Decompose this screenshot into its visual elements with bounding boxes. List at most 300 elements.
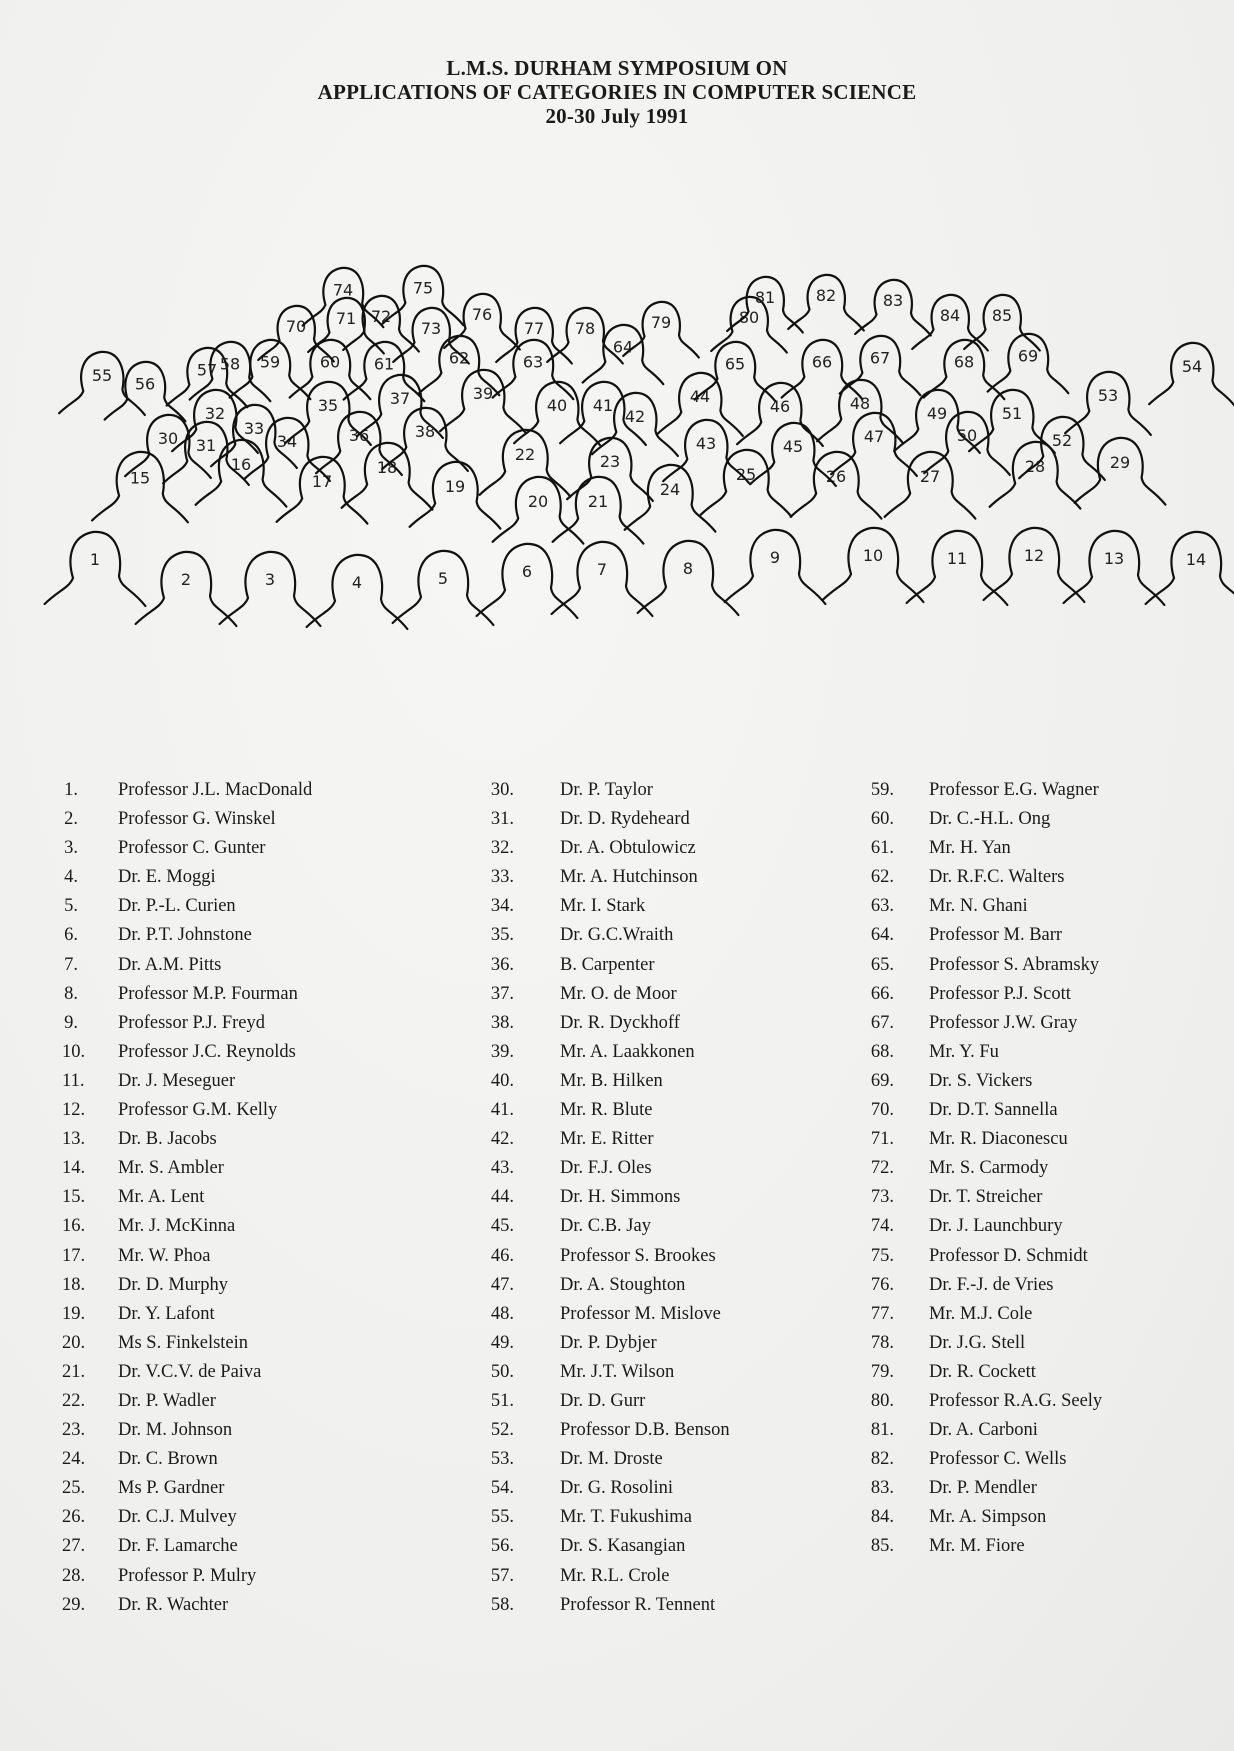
head-number-label: 8	[682, 559, 694, 579]
head-number-label: 16	[230, 455, 252, 475]
participant-number: 10.	[62, 1041, 86, 1062]
participant-name: Dr. P.-L. Curien	[118, 896, 236, 917]
participant-name: Dr. E. Moggi	[118, 867, 216, 888]
head-number-label: 55	[91, 365, 113, 385]
head-number-label: 50	[956, 425, 978, 445]
participant-entry	[484, 1503, 874, 1532]
participant-entry	[484, 1532, 874, 1561]
head-number-label: 70	[285, 316, 307, 336]
participant-name: Dr. S. Kasangian	[560, 1536, 686, 1557]
participant-number: 1.	[64, 780, 78, 800]
participant-entry	[484, 951, 874, 980]
participant-number: 21.	[62, 1361, 86, 1382]
participant-name: Professor G. Winskel	[118, 809, 276, 830]
head-number-label: 34	[276, 431, 298, 451]
head-number-label: 80	[738, 307, 760, 327]
participant-name: Dr. A.M. Pitts	[118, 954, 222, 975]
participant-number: 20.	[62, 1332, 86, 1353]
participant-number: 46.	[490, 1245, 514, 1266]
participant-name: Professor R.A.G. Seely	[929, 1390, 1103, 1411]
title-line-1: L.M.S. DURHAM SYMPOSIUM ON	[446, 56, 788, 80]
participant-entry	[864, 1212, 1234, 1241]
head-number-label: 74	[332, 280, 354, 300]
head-number-label: 5	[437, 569, 449, 589]
participant-entry	[864, 1445, 1234, 1474]
head-number-label: 82	[815, 285, 837, 305]
participant-list-column-2	[484, 776, 874, 1620]
participant-name: Mr. R.L. Crole	[560, 1565, 670, 1586]
participant-number: 5.	[64, 896, 78, 917]
participant-number: 2.	[64, 809, 78, 830]
head-number-label: 77	[523, 318, 545, 338]
participant-name: Dr. G. Rosolini	[560, 1478, 674, 1499]
participant-number: 79.	[870, 1361, 894, 1382]
participant-number: 81.	[870, 1420, 894, 1441]
participant-entry	[484, 1125, 874, 1154]
head-number-label: 21	[587, 492, 609, 512]
participant-name: Professor R. Tennent	[560, 1594, 716, 1615]
participant-name: B. Carpenter	[560, 954, 655, 975]
head-number-label: 7	[596, 560, 608, 580]
participant-entry	[62, 1503, 452, 1532]
participant-entry	[62, 1562, 452, 1591]
participant-name: Mr. O. de Moor	[560, 983, 677, 1004]
participant-name: Professor D. Schmidt	[929, 1245, 1088, 1266]
participant-entry	[62, 1416, 452, 1445]
head-number-label: 9	[769, 548, 781, 568]
participant-entry	[62, 892, 452, 921]
participant-number: 11.	[62, 1070, 85, 1091]
participant-number: 75.	[870, 1245, 894, 1266]
participant-name: Dr. J. Launchbury	[929, 1216, 1063, 1237]
participant-entry	[484, 1096, 874, 1125]
participant-number: 43.	[490, 1158, 514, 1179]
head-number-label: 38	[414, 421, 436, 441]
participant-name: Mr. E. Ritter	[560, 1129, 654, 1150]
participant-entry	[62, 1445, 452, 1474]
participant-number: 60.	[870, 809, 894, 830]
head-number-label: 83	[882, 290, 904, 310]
participant-name: Mr. S. Carmody	[929, 1158, 1049, 1179]
head-number-label: 37	[389, 388, 411, 408]
participant-entry	[62, 1271, 452, 1300]
participant-name: Mr. A. Laakkonen	[560, 1041, 695, 1062]
head-number-label: 31	[195, 435, 217, 455]
participant-number: 32.	[490, 838, 514, 859]
participant-name: Dr. C.-H.L. Ong	[929, 809, 1051, 830]
participant-entry	[62, 805, 452, 834]
participant-number: 72.	[870, 1158, 894, 1179]
participant-name: Dr. D. Gurr	[560, 1390, 646, 1411]
participant-number: 33.	[490, 867, 514, 888]
participant-number: 16.	[62, 1216, 86, 1237]
participant-entry	[62, 1532, 452, 1561]
participant-entry	[484, 1387, 874, 1416]
participant-number: 37.	[490, 983, 514, 1004]
head-number-label: 71	[335, 308, 357, 328]
participant-number: 83.	[870, 1478, 894, 1499]
participant-name: Dr. D. Murphy	[118, 1274, 228, 1295]
participant-number: 85.	[870, 1536, 894, 1557]
participant-entry	[864, 1474, 1234, 1503]
participant-name: Professor C. Gunter	[118, 838, 266, 859]
head-number-label: 57	[196, 360, 218, 380]
participant-entry	[62, 1096, 452, 1125]
participant-entry	[62, 1038, 452, 1067]
participant-name: Dr. J. Meseguer	[118, 1070, 236, 1091]
participant-entry	[484, 980, 874, 1009]
participant-number: 13.	[62, 1129, 86, 1150]
participant-number: 71.	[870, 1129, 894, 1150]
head-number-label: 13	[1103, 549, 1125, 569]
participant-number: 48.	[490, 1303, 514, 1324]
participant-entry	[864, 1329, 1234, 1358]
head-number-label: 43	[695, 433, 717, 453]
participant-number: 80.	[870, 1390, 894, 1411]
participant-name: Mr. T. Fukushima	[560, 1507, 692, 1528]
participant-entry	[864, 1503, 1234, 1532]
participant-name: Mr. N. Ghani	[929, 896, 1028, 917]
participant-number: 35.	[490, 925, 514, 946]
participant-number: 67.	[870, 1012, 894, 1033]
participant-entry	[62, 1474, 452, 1503]
participant-name: Professor M. Barr	[929, 925, 1063, 946]
participant-list-column-3	[864, 776, 1234, 1562]
head-number-label: 49	[926, 403, 948, 423]
participant-entry	[864, 921, 1234, 950]
head-number-label: 42	[624, 406, 646, 426]
participant-name: Mr. J.T. Wilson	[560, 1361, 675, 1382]
participant-number: 44.	[490, 1187, 514, 1208]
participant-name: Dr. G.C.Wraith	[560, 925, 674, 946]
participant-entry	[484, 1212, 874, 1241]
head-number-label: 85	[991, 305, 1013, 325]
head-number-label: 62	[448, 348, 470, 368]
participant-entry	[484, 1358, 874, 1387]
participant-name: Mr. A. Hutchinson	[560, 867, 698, 888]
head-number-label: 15	[129, 468, 151, 488]
participant-entry	[864, 1009, 1234, 1038]
participant-name: Professor J.C. Reynolds	[118, 1041, 296, 1062]
participant-number: 25.	[62, 1478, 86, 1499]
participant-number: 23.	[62, 1420, 86, 1441]
head-number-label: 33	[243, 418, 265, 438]
participant-list-column-1	[62, 776, 452, 1620]
participant-name: Professor J.L. MacDonald	[118, 780, 313, 800]
head-number-label: 79	[650, 312, 672, 332]
participant-number: 73.	[870, 1187, 894, 1208]
head-number-label: 25	[735, 465, 757, 485]
participant-entry	[62, 834, 452, 863]
participant-name: Dr. R.F.C. Walters	[929, 867, 1065, 888]
participant-entry	[62, 1154, 452, 1183]
participant-number: 50.	[490, 1361, 514, 1382]
participant-entry	[864, 892, 1234, 921]
participant-number: 65.	[870, 954, 894, 975]
head-number-label: 65	[724, 354, 746, 374]
participant-entry	[62, 776, 452, 805]
participant-entry	[484, 1067, 874, 1096]
participant-number: 38.	[490, 1012, 514, 1033]
participant-entry	[484, 1271, 874, 1300]
participant-name: Dr. P. Mendler	[929, 1478, 1037, 1499]
participant-name: Dr. A. Carboni	[929, 1420, 1038, 1441]
participant-entry	[864, 1387, 1234, 1416]
head-number-label: 48	[849, 393, 871, 413]
head-number-label: 4	[351, 573, 363, 593]
head-number-label: 52	[1051, 430, 1073, 450]
head-number-label: 84	[939, 305, 961, 325]
head-number-label: 18	[376, 458, 398, 478]
participant-name: Dr. F.J. Oles	[560, 1158, 652, 1179]
participant-name: Mr. B. Hilken	[560, 1070, 663, 1091]
participant-entry	[864, 951, 1234, 980]
participant-entry	[484, 1009, 874, 1038]
participant-entry	[484, 1242, 874, 1271]
participant-name: Mr. A. Lent	[118, 1187, 205, 1208]
participant-entry	[484, 1416, 874, 1445]
participant-entry	[484, 776, 874, 805]
participant-entry	[62, 1183, 452, 1212]
participant-number: 18.	[62, 1274, 86, 1295]
participant-name: Ms S. Finkelstein	[118, 1332, 249, 1353]
participant-entry	[62, 980, 452, 1009]
head-number-label: 45	[782, 436, 804, 456]
head-number-label: 61	[373, 354, 395, 374]
participant-name: Dr. F. Lamarche	[118, 1536, 238, 1557]
participant-number: 3.	[64, 838, 78, 859]
participant-number: 56.	[490, 1536, 514, 1557]
title-line-3: 20-30 July 1991	[545, 104, 689, 128]
participant-name: Mr. S. Ambler	[118, 1158, 224, 1179]
participant-entry	[864, 1271, 1234, 1300]
participant-name: Dr. Y. Lafont	[118, 1303, 215, 1324]
head-number-label: 23	[599, 451, 621, 471]
participant-number: 40.	[490, 1070, 514, 1091]
participant-number: 19.	[62, 1303, 86, 1324]
participant-number: 64.	[870, 925, 894, 946]
participant-entry	[864, 776, 1234, 805]
participant-name: Professor M. Mislove	[560, 1303, 721, 1324]
participant-number: 69.	[870, 1070, 894, 1091]
participant-name: Mr. W. Phoa	[118, 1245, 211, 1266]
head-number-label: 67	[869, 348, 891, 368]
participant-entry	[62, 1329, 452, 1358]
participant-number: 58.	[490, 1594, 514, 1615]
participant-name: Dr. P. Dybjer	[560, 1332, 657, 1353]
participant-name: Professor P.J. Freyd	[118, 1012, 265, 1033]
participant-number: 29.	[62, 1594, 86, 1615]
participant-name: Professor P.J. Scott	[929, 983, 1071, 1004]
participant-entry	[62, 863, 452, 892]
participant-entry	[62, 1125, 452, 1154]
participant-name: Dr. C. Brown	[118, 1449, 218, 1470]
head-number-label: 26	[825, 467, 847, 487]
participant-number: 51.	[490, 1390, 514, 1411]
participant-name: Professor P. Mulry	[118, 1565, 257, 1586]
participant-name: Professor C. Wells	[929, 1449, 1067, 1470]
participant-number: 17.	[62, 1245, 86, 1266]
participant-number: 28.	[62, 1565, 86, 1586]
participant-entry	[484, 1300, 874, 1329]
head-number-label: 59	[259, 352, 281, 372]
participant-entry	[864, 1242, 1234, 1271]
participant-name: Professor S. Brookes	[560, 1245, 716, 1266]
participant-number: 22.	[62, 1390, 86, 1411]
participant-entry	[484, 1562, 874, 1591]
participant-name: Dr. B. Jacobs	[118, 1129, 217, 1150]
participant-name: Professor M.P. Fourman	[118, 983, 298, 1004]
participant-number: 62.	[870, 867, 894, 888]
head-number-label: 19	[444, 477, 466, 497]
head-number-label: 44	[689, 386, 711, 406]
participant-number: 82.	[870, 1449, 894, 1470]
head-number-label: 11	[946, 549, 968, 569]
participant-name: Dr. V.C.V. de Paiva	[118, 1361, 262, 1382]
head-number-label: 51	[1001, 403, 1023, 423]
head-number-label: 10	[862, 546, 884, 566]
participant-number: 63.	[870, 896, 894, 917]
participant-number: 12.	[62, 1100, 86, 1121]
head-number-label: 47	[863, 426, 885, 446]
participant-entry	[864, 1532, 1234, 1561]
group-photo-key-sketch	[0, 240, 1234, 660]
participant-entry	[864, 980, 1234, 1009]
participant-number: 78.	[870, 1332, 894, 1353]
head-number-label: 39	[472, 383, 494, 403]
participant-name: Dr. D. Rydeheard	[560, 809, 690, 830]
participant-entry	[62, 1067, 452, 1096]
head-number-label: 76	[471, 304, 493, 324]
head-number-label: 14	[1185, 550, 1207, 570]
participant-number: 66.	[870, 983, 894, 1004]
participant-number: 24.	[62, 1449, 86, 1470]
participant-entry	[484, 1038, 874, 1067]
document-title	[0, 56, 1234, 128]
participant-name: Mr. A. Simpson	[929, 1507, 1047, 1528]
participant-number: 34.	[490, 896, 514, 917]
head-number-label: 1	[89, 550, 101, 570]
participant-name: Dr. A. Stoughton	[560, 1274, 686, 1295]
participant-name: Ms P. Gardner	[118, 1478, 225, 1499]
participant-number: 59.	[870, 780, 894, 800]
head-number-label: 6	[521, 562, 533, 582]
participant-number: 6.	[64, 925, 78, 946]
participant-entry	[62, 1212, 452, 1241]
participant-entry	[864, 863, 1234, 892]
participant-entry	[484, 1591, 874, 1620]
participant-number: 8.	[64, 983, 78, 1004]
participant-entry	[484, 1183, 874, 1212]
participant-entry	[484, 921, 874, 950]
participant-entry	[864, 1154, 1234, 1183]
participant-number: 31.	[490, 809, 514, 830]
participant-number: 52.	[490, 1420, 514, 1441]
participant-number: 39.	[490, 1041, 514, 1062]
participant-number: 84.	[870, 1507, 894, 1528]
head-number-label: 12	[1023, 546, 1045, 566]
participant-entry	[62, 1009, 452, 1038]
participant-number: 74.	[870, 1216, 894, 1237]
participant-number: 55.	[490, 1507, 514, 1528]
participant-entry	[62, 1242, 452, 1271]
head-number-label: 73	[420, 318, 442, 338]
head-number-label: 81	[754, 287, 776, 307]
participant-name: Mr. Y. Fu	[929, 1041, 999, 1062]
head-number-label: 53	[1097, 385, 1119, 405]
participant-entry	[864, 1416, 1234, 1445]
participant-number: 41.	[490, 1100, 514, 1121]
head-number-label: 3	[264, 570, 276, 590]
participant-entry	[484, 1329, 874, 1358]
participant-number: 47.	[490, 1274, 514, 1295]
participant-name: Dr. C.J. Mulvey	[118, 1507, 237, 1528]
participant-number: 45.	[490, 1216, 514, 1237]
participant-name: Dr. P. Wadler	[118, 1390, 216, 1411]
head-number-label: 78	[574, 318, 596, 338]
participant-entry	[484, 805, 874, 834]
head-number-label: 30	[157, 428, 179, 448]
participant-number: 30.	[490, 780, 514, 800]
participant-entry	[864, 1125, 1234, 1154]
head-number-label: 29	[1109, 453, 1131, 473]
participant-name: Professor D.B. Benson	[560, 1420, 730, 1441]
participant-name: Dr. R. Dyckhoff	[560, 1012, 680, 1033]
participant-name: Dr. A. Obtulowicz	[560, 838, 696, 859]
participant-name: Dr. D.T. Sannella	[929, 1100, 1058, 1121]
participant-name: Mr. M.J. Cole	[929, 1303, 1033, 1324]
participant-name: Mr. H. Yan	[929, 838, 1011, 859]
participant-number: 27.	[62, 1536, 86, 1557]
participant-name: Professor E.G. Wagner	[929, 780, 1099, 800]
participant-name: Dr. C.B. Jay	[560, 1216, 651, 1237]
participant-entry	[864, 1358, 1234, 1387]
participant-number: 26.	[62, 1507, 86, 1528]
participant-number: 70.	[870, 1100, 894, 1121]
participant-entry	[62, 1300, 452, 1329]
participant-entry	[62, 1591, 452, 1620]
head-number-label: 72	[370, 306, 392, 326]
participant-name: Professor S. Abramsky	[929, 954, 1100, 975]
head-number-label: 60	[319, 352, 341, 372]
participant-name: Dr. H. Simmons	[560, 1187, 681, 1208]
head-number-label: 40	[546, 395, 568, 415]
participant-name: Dr. P.T. Johnstone	[118, 925, 252, 946]
participant-entry	[864, 834, 1234, 863]
participant-name: Professor J.W. Gray	[929, 1012, 1078, 1033]
participant-entry	[864, 1096, 1234, 1125]
participant-name: Mr. J. McKinna	[118, 1216, 236, 1237]
participant-number: 49.	[490, 1332, 514, 1353]
participant-entry	[62, 921, 452, 950]
participant-entry	[484, 834, 874, 863]
head-number-label: 35	[317, 395, 339, 415]
participant-number: 7.	[64, 954, 78, 975]
participant-name: Dr. R. Cockett	[929, 1361, 1036, 1382]
participant-entry	[864, 1183, 1234, 1212]
head-number-label: 2	[180, 570, 192, 590]
head-number-label: 56	[134, 374, 156, 394]
head-number-label: 64	[612, 337, 634, 357]
participant-entry	[864, 1300, 1234, 1329]
participant-name: Dr. M. Droste	[560, 1449, 663, 1470]
head-number-label: 36	[348, 425, 370, 445]
participant-number: 42.	[490, 1129, 514, 1150]
participant-number: 9.	[64, 1012, 78, 1033]
head-number-label: 46	[769, 396, 791, 416]
participant-name: Dr. T. Streicher	[929, 1187, 1043, 1208]
participant-entry	[864, 805, 1234, 834]
